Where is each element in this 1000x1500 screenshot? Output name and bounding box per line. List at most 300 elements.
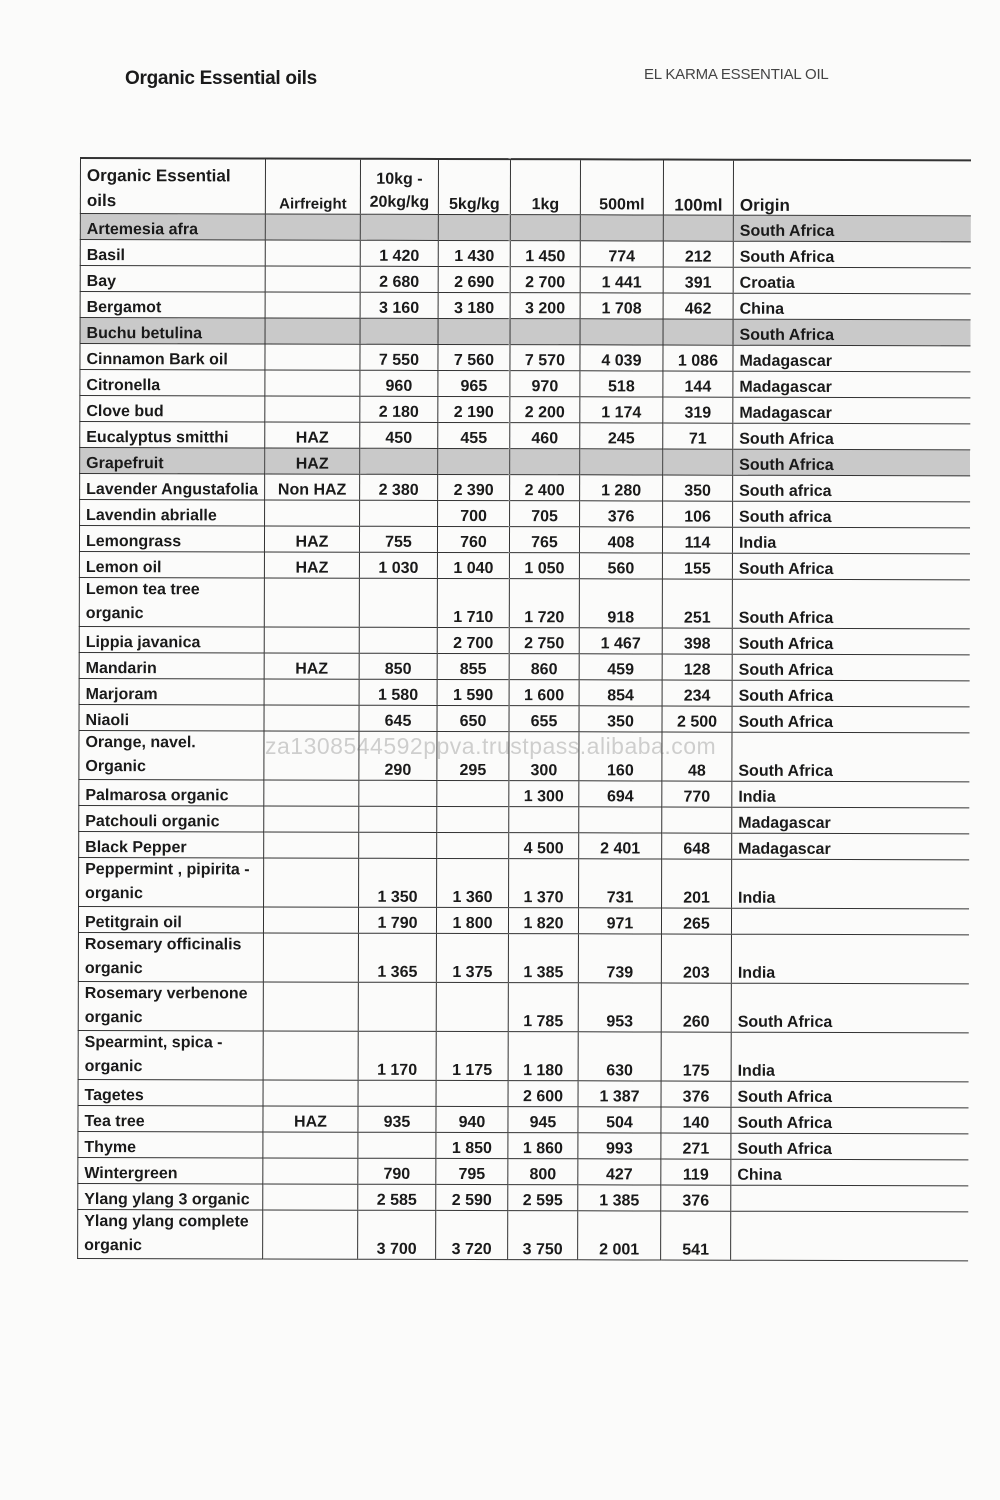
- cell-price-100ml: 376: [661, 1081, 731, 1107]
- cell-price-10kg: 1 790: [358, 907, 436, 933]
- cell-price-500ml: 739: [578, 934, 661, 983]
- table-row: [78, 1131, 968, 1159]
- cell-price-5kg: [438, 448, 510, 474]
- cell-price-5kg: 1 590: [437, 679, 509, 705]
- cell-price-500ml: 971: [578, 908, 661, 934]
- header-500ml: 500ml: [580, 159, 663, 215]
- cell-price-500ml: 630: [578, 1032, 661, 1081]
- cell-name: Wintergreen: [78, 1157, 263, 1183]
- cell-price-5kg: [436, 1080, 508, 1106]
- table-row: [79, 805, 969, 833]
- cell-name: Ylang ylang 3 organic: [78, 1183, 263, 1209]
- cell-price-100ml: 203: [661, 934, 731, 983]
- cell-price-500ml: 993: [578, 1133, 661, 1159]
- cell-price-5kg: [436, 982, 508, 1031]
- cell-airfreight: [264, 780, 359, 806]
- cell-price-500ml: 918: [579, 579, 662, 628]
- cell-price-10kg: 3 700: [358, 1210, 436, 1259]
- cell-origin: India: [732, 527, 969, 554]
- header-1kg: 1kg: [510, 159, 580, 215]
- cell-price-10kg: 2 680: [360, 266, 438, 292]
- cell-price-5kg: 650: [437, 705, 509, 731]
- cell-airfreight: [263, 1184, 358, 1210]
- cell-price-10kg: 7 550: [360, 344, 438, 370]
- cell-price-5kg: 2 590: [436, 1184, 508, 1210]
- cell-price-10kg: [359, 806, 437, 832]
- table-row: [78, 981, 968, 1032]
- cell-price-1kg: [510, 215, 580, 241]
- table-row: [80, 344, 970, 372]
- price-table: [77, 157, 970, 1261]
- cell-price-500ml: 731: [579, 859, 662, 908]
- cell-airfreight: HAZ: [263, 1106, 358, 1132]
- cell-price-500ml: 245: [580, 423, 663, 449]
- cell-price-100ml: 265: [661, 908, 731, 934]
- cell-name: Lemon oil: [79, 551, 264, 577]
- cell-price-100ml: [663, 319, 733, 345]
- cell-airfreight: HAZ: [264, 526, 359, 552]
- cell-price-1kg: 2 595: [508, 1185, 578, 1211]
- cell-name: Ylang ylang complete organic: [78, 1209, 263, 1258]
- cell-airfreight: [264, 578, 359, 627]
- cell-name: Spearmint, spica - organic: [78, 1030, 263, 1079]
- cell-name: Buchu betulina: [80, 318, 265, 344]
- cell-origin: South Africa: [732, 553, 969, 580]
- cell-origin: South Africa: [732, 628, 969, 655]
- cell-airfreight: [263, 1031, 358, 1080]
- watermark-text: za1308544592ppva.trustpass.alibaba.com: [265, 733, 717, 759]
- cell-name: Rosemary officinalis organic: [78, 932, 263, 981]
- cell-price-500ml: 2 001: [578, 1211, 661, 1260]
- cell-origin: India: [732, 859, 969, 909]
- cell-price-10kg: [360, 214, 438, 240]
- cell-price-100ml: 398: [662, 628, 732, 654]
- cell-price-100ml: 1 086: [663, 345, 733, 371]
- cell-price-1kg: 1 370: [509, 859, 579, 908]
- table-row: [79, 626, 969, 654]
- table-row: [79, 704, 969, 732]
- cell-airfreight: [263, 1158, 358, 1184]
- cell-airfreight: [265, 500, 360, 526]
- cell-airfreight: [265, 266, 360, 292]
- cell-price-500ml: 560: [579, 553, 662, 579]
- cell-price-5kg: 7 560: [438, 344, 510, 370]
- cell-price-1kg: 4 500: [509, 833, 579, 859]
- cell-price-100ml: 144: [663, 371, 733, 397]
- cell-airfreight: [263, 907, 358, 933]
- cell-price-100ml: [662, 807, 732, 833]
- cell-price-500ml: 4 039: [580, 345, 663, 371]
- cell-price-5kg: [438, 214, 510, 240]
- cell-price-1kg: 2 750: [509, 628, 579, 654]
- cell-airfreight: HAZ: [264, 653, 359, 679]
- cell-price-1kg: 1 450: [510, 241, 580, 267]
- cell-price-5kg: 760: [437, 526, 509, 552]
- cell-price-100ml: 2 500: [662, 706, 732, 732]
- cell-price-100ml: 376: [661, 1185, 731, 1211]
- cell-origin: South Africa: [733, 215, 970, 242]
- cell-price-1kg: 1 180: [508, 1032, 578, 1081]
- cell-price-1kg: 705: [510, 501, 580, 527]
- cell-price-10kg: [359, 627, 437, 653]
- table-row: [79, 831, 969, 859]
- cell-price-10kg: 1 030: [359, 552, 437, 578]
- cell-origin: Madagascar: [733, 397, 970, 424]
- cell-price-5kg: 3 180: [438, 292, 510, 318]
- cell-price-500ml: 694: [579, 781, 662, 807]
- cell-price-100ml: 114: [662, 527, 732, 553]
- cell-origin: South africa: [733, 501, 970, 528]
- cell-price-100ml: 175: [661, 1032, 731, 1081]
- cell-price-10kg: [358, 982, 436, 1031]
- cell-airfreight: [264, 858, 359, 907]
- cell-price-10kg: 2 380: [360, 474, 438, 500]
- cell-price-1kg: 1 050: [509, 553, 579, 579]
- table-row: [79, 857, 969, 908]
- cell-airfreight: [264, 832, 359, 858]
- cell-price-100ml: 119: [661, 1159, 731, 1185]
- table-row: [80, 240, 970, 268]
- cell-price-100ml: 350: [663, 475, 733, 501]
- cell-origin: South Africa: [731, 1133, 968, 1160]
- cell-name: Patchouli organic: [79, 805, 264, 831]
- table-row: [79, 526, 969, 554]
- cell-price-5kg: 1 710: [437, 578, 509, 627]
- table-row: [78, 1030, 968, 1081]
- cell-price-500ml: 1 385: [578, 1185, 661, 1211]
- cell-price-10kg: 790: [358, 1158, 436, 1184]
- cell-origin: China: [733, 293, 970, 320]
- cell-price-500ml: 1 708: [580, 293, 663, 319]
- cell-airfreight: [263, 1132, 358, 1158]
- cell-name: Citronella: [80, 370, 265, 396]
- cell-name: Lavendin abrialle: [80, 500, 265, 526]
- cell-price-1kg: 860: [509, 654, 579, 680]
- cell-origin: India: [731, 1032, 968, 1082]
- cell-price-1kg: 460: [510, 423, 580, 449]
- cell-price-10kg: [359, 832, 437, 858]
- table-row: [80, 292, 970, 320]
- cell-price-10kg: [358, 1132, 436, 1158]
- cell-price-500ml: 2 401: [579, 833, 662, 859]
- cell-name: Grapefruit: [80, 448, 265, 474]
- cell-name: Lavender Angustafolia: [80, 474, 265, 500]
- cell-price-10kg: 645: [359, 705, 437, 731]
- cell-price-10kg: 1 365: [358, 933, 436, 982]
- cell-price-5kg: 1 800: [436, 907, 508, 933]
- cell-name: Black Pepper: [79, 831, 264, 857]
- cell-price-100ml: 106: [663, 501, 733, 527]
- cell-price-1kg: 800: [508, 1159, 578, 1185]
- cell-price-10kg: [358, 1080, 436, 1106]
- cell-origin: Madagascar: [732, 833, 969, 860]
- cell-name: Lippia javanica: [79, 626, 264, 652]
- cell-price-100ml: 648: [662, 833, 732, 859]
- cell-price-1kg: 655: [509, 706, 579, 732]
- cell-price-5kg: 1 040: [437, 552, 509, 578]
- cell-price-1kg: 2 200: [510, 397, 580, 423]
- cell-airfreight: HAZ: [265, 422, 360, 448]
- cell-price-500ml: [580, 449, 663, 475]
- cell-price-100ml: 234: [662, 680, 732, 706]
- cell-price-500ml: 504: [578, 1107, 661, 1133]
- cell-price-10kg: 1 420: [360, 240, 438, 266]
- cell-price-10kg: 1 580: [359, 679, 437, 705]
- cell-price-10kg: [360, 318, 438, 344]
- cell-origin: South Africa: [732, 732, 969, 782]
- cell-airfreight: [264, 705, 359, 731]
- cell-price-500ml: 160: [579, 732, 662, 781]
- table-row: [79, 652, 969, 680]
- cell-price-100ml: 140: [661, 1107, 731, 1133]
- cell-origin: South Africa: [732, 654, 969, 681]
- cell-airfreight: [265, 240, 360, 266]
- cell-origin: China: [731, 1159, 968, 1186]
- cell-name: Marjoram: [79, 678, 264, 704]
- table-row: [79, 678, 969, 706]
- table-row: [78, 1209, 968, 1260]
- cell-price-100ml: 391: [663, 267, 733, 293]
- cell-price-5kg: 795: [436, 1158, 508, 1184]
- cell-name: Lemongrass: [79, 526, 264, 552]
- cell-price-5kg: 3 720: [436, 1210, 508, 1259]
- cell-price-100ml: 155: [662, 553, 732, 579]
- cell-origin: South Africa: [732, 706, 969, 733]
- cell-airfreight: [264, 627, 359, 653]
- cell-price-5kg: 1 175: [436, 1031, 508, 1080]
- cell-price-1kg: [510, 319, 580, 345]
- cell-name: Petitgrain oil: [78, 906, 263, 932]
- cell-origin: South Africa: [731, 1081, 968, 1108]
- cell-price-100ml: 201: [662, 859, 732, 908]
- cell-price-10kg: 850: [359, 653, 437, 679]
- cell-price-100ml: 128: [662, 654, 732, 680]
- cell-price-500ml: 518: [580, 371, 663, 397]
- cell-price-5kg: 1 430: [438, 240, 510, 266]
- table-row: [80, 266, 970, 294]
- table-row: [79, 779, 969, 807]
- company-name: EL KARMA ESSENTIAL OIL: [644, 66, 829, 83]
- cell-origin: Madagascar: [732, 807, 969, 834]
- table-row: [78, 906, 968, 934]
- cell-price-10kg: 960: [360, 370, 438, 396]
- cell-price-1kg: 970: [510, 371, 580, 397]
- table-row: [80, 448, 970, 476]
- header-airfreight: Airfreight: [265, 158, 360, 214]
- cell-price-1kg: 2 600: [508, 1081, 578, 1107]
- cell-price-500ml: 1 467: [579, 628, 662, 654]
- cell-price-5kg: 940: [436, 1106, 508, 1132]
- cell-price-10kg: 3 160: [360, 292, 438, 318]
- cell-price-1kg: 2 400: [510, 475, 580, 501]
- cell-origin: [731, 908, 968, 935]
- table-row: [80, 396, 970, 424]
- cell-price-5kg: 855: [437, 653, 509, 679]
- cell-origin: South Africa: [733, 423, 970, 450]
- cell-name: Artemesia afra: [80, 214, 265, 240]
- cell-airfreight: HAZ: [264, 552, 359, 578]
- cell-price-1kg: 1 785: [508, 983, 578, 1032]
- cell-airfreight: [265, 370, 360, 396]
- table-row: [80, 214, 970, 242]
- cell-price-100ml: [663, 449, 733, 475]
- table-row: [78, 932, 968, 983]
- cell-price-500ml: 376: [580, 501, 663, 527]
- cell-price-5kg: 1 375: [436, 933, 508, 982]
- cell-origin: South Africa: [732, 579, 969, 629]
- cell-price-5kg: 2 390: [438, 474, 510, 500]
- cell-price-1kg: 1 860: [508, 1133, 578, 1159]
- cell-price-100ml: 541: [661, 1211, 731, 1260]
- cell-price-1kg: 7 570: [510, 345, 580, 371]
- cell-price-1kg: 2 700: [510, 267, 580, 293]
- cell-price-500ml: [579, 807, 662, 833]
- cell-price-10kg: [359, 780, 437, 806]
- table-row: [80, 500, 970, 528]
- cell-price-10kg: 755: [359, 526, 437, 552]
- table-row: [78, 1183, 968, 1211]
- cell-airfreight: [263, 933, 358, 982]
- cell-price-1kg: 1 600: [509, 680, 579, 706]
- table-row: [78, 1079, 968, 1107]
- cell-price-500ml: 1 441: [580, 267, 663, 293]
- table-row: [79, 577, 969, 628]
- cell-name: Tagetes: [78, 1079, 263, 1105]
- cell-origin: South Africa: [732, 680, 969, 707]
- cell-price-100ml: 251: [662, 579, 732, 628]
- cell-price-10kg: 2 180: [360, 396, 438, 422]
- cell-price-500ml: 408: [579, 527, 662, 553]
- cell-price-1kg: 945: [508, 1107, 578, 1133]
- cell-price-500ml: 1 387: [578, 1081, 661, 1107]
- table-row: [78, 1105, 968, 1133]
- cell-price-100ml: 212: [663, 241, 733, 267]
- cell-name: Basil: [80, 240, 265, 266]
- cell-price-100ml: 770: [662, 781, 732, 807]
- cell-name: Peppermint , pipirita - organic: [79, 857, 264, 906]
- cell-airfreight: [265, 318, 360, 344]
- cell-price-1kg: 300: [509, 732, 579, 781]
- cell-name: Bergamot: [80, 292, 265, 318]
- cell-price-500ml: 1 280: [580, 475, 663, 501]
- header-10kg: 10kg - 20kg/kg: [360, 159, 438, 215]
- cell-price-5kg: 2 690: [438, 266, 510, 292]
- cell-name: Tea tree: [78, 1105, 263, 1131]
- cell-origin: Madagascar: [733, 371, 970, 398]
- cell-price-10kg: [359, 578, 437, 627]
- cell-price-1kg: 1 300: [509, 781, 579, 807]
- table-row: [80, 422, 970, 450]
- cell-name: Cinnamon Bark oil: [80, 344, 265, 370]
- cell-origin: [731, 1185, 968, 1212]
- cell-price-5kg: 1 360: [437, 858, 509, 907]
- cell-price-1kg: 3 200: [510, 293, 580, 319]
- cell-airfreight: [264, 679, 359, 705]
- table-row: [79, 551, 969, 579]
- cell-price-5kg: 965: [438, 370, 510, 396]
- header-origin: Origin: [733, 160, 970, 216]
- table-header-row: [80, 158, 970, 216]
- cell-origin: South Africa: [731, 983, 968, 1033]
- cell-name: Lemon tea tree organic: [79, 577, 264, 626]
- table-row: [80, 318, 970, 346]
- cell-airfreight: Non HAZ: [265, 474, 360, 500]
- cell-origin: South Africa: [733, 319, 970, 346]
- cell-price-10kg: 290: [359, 731, 437, 780]
- cell-origin: South africa: [733, 475, 970, 502]
- cell-price-100ml: 462: [663, 293, 733, 319]
- cell-origin: India: [731, 934, 968, 984]
- cell-airfreight: [265, 396, 360, 422]
- cell-airfreight: [265, 292, 360, 318]
- cell-price-500ml: 427: [578, 1159, 661, 1185]
- cell-price-1kg: [509, 807, 579, 833]
- cell-price-500ml: 774: [580, 241, 663, 267]
- cell-price-100ml: 260: [661, 983, 731, 1032]
- cell-name: Orange, navel. Organic: [79, 730, 264, 779]
- cell-name: Rosemary verbenone organic: [78, 981, 263, 1030]
- cell-origin: South Africa: [733, 241, 970, 268]
- cell-origin: South Africa: [731, 1107, 968, 1134]
- cell-price-1kg: 765: [509, 527, 579, 553]
- cell-price-10kg: [360, 500, 438, 526]
- cell-price-100ml: 271: [661, 1133, 731, 1159]
- cell-price-5kg: 2 700: [437, 627, 509, 653]
- cell-price-10kg: 935: [358, 1106, 436, 1132]
- cell-price-1kg: 1 385: [508, 934, 578, 983]
- cell-price-100ml: 319: [663, 397, 733, 423]
- cell-name: Mandarin: [79, 652, 264, 678]
- cell-name: Eucalyptus smitthi: [80, 422, 265, 448]
- cell-price-500ml: [580, 215, 663, 241]
- table-row: [78, 1157, 968, 1185]
- header-100ml: 100ml: [663, 160, 733, 216]
- cell-airfreight: [263, 1210, 358, 1259]
- cell-name: Thyme: [78, 1131, 263, 1157]
- cell-price-100ml: 71: [663, 423, 733, 449]
- cell-price-5kg: [437, 832, 509, 858]
- table-row: [80, 370, 970, 398]
- cell-price-500ml: 854: [579, 680, 662, 706]
- cell-price-10kg: [360, 448, 438, 474]
- cell-price-500ml: 953: [578, 983, 661, 1032]
- cell-price-100ml: 48: [662, 732, 732, 781]
- cell-price-5kg: [437, 780, 509, 806]
- cell-origin: Croatia: [733, 267, 970, 294]
- header-name: Organic Essential oils: [80, 158, 265, 214]
- cell-price-1kg: 3 750: [508, 1211, 578, 1260]
- cell-price-10kg: 1 350: [359, 858, 437, 907]
- page-title: Organic Essential oils: [125, 68, 317, 89]
- table-row: [80, 474, 970, 502]
- cell-price-5kg: 700: [438, 500, 510, 526]
- cell-name: Clove bud: [80, 396, 265, 422]
- cell-name: Bay: [80, 266, 265, 292]
- cell-price-5kg: 295: [437, 731, 509, 780]
- cell-price-10kg: 450: [360, 422, 438, 448]
- cell-airfreight: [265, 214, 360, 240]
- cell-airfreight: [265, 344, 360, 370]
- price-table-container: [77, 157, 970, 1261]
- cell-price-10kg: 2 585: [358, 1184, 436, 1210]
- cell-price-500ml: 350: [579, 706, 662, 732]
- cell-price-1kg: 1 720: [509, 579, 579, 628]
- cell-price-5kg: 2 190: [438, 396, 510, 422]
- cell-origin: South Africa: [733, 449, 970, 476]
- cell-origin: [731, 1211, 968, 1261]
- cell-price-1kg: [510, 449, 580, 475]
- cell-price-10kg: 1 170: [358, 1031, 436, 1080]
